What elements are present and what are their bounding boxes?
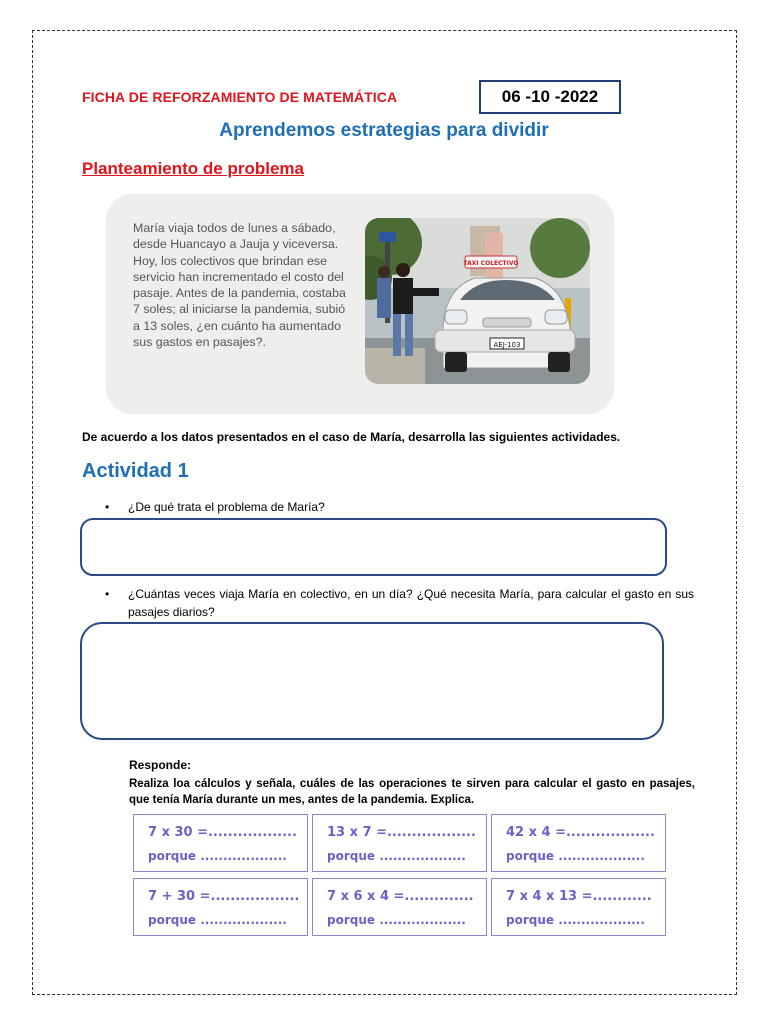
operation-reason: porque ................... xyxy=(327,849,466,863)
taxi-photo xyxy=(365,218,590,384)
main-title: Aprendemos estrategias para dividir xyxy=(219,120,549,141)
question-1 xyxy=(105,498,705,516)
operation-reason: porque ................... xyxy=(148,913,287,927)
operation-cell-4[interactable] xyxy=(133,878,308,936)
operation-cell-5[interactable] xyxy=(312,878,487,936)
plate-text: AEJ-103 xyxy=(493,341,521,349)
operation-cell-1[interactable] xyxy=(133,814,308,872)
answer-box-1[interactable] xyxy=(80,518,667,576)
operation-expression: 7 x 30 =.................. xyxy=(148,825,297,840)
operation-reason: porque ................... xyxy=(327,913,466,927)
operation-cell-6[interactable] xyxy=(491,878,666,936)
operation-cell-3[interactable] xyxy=(491,814,666,872)
operation-expression: 7 x 6 x 4 =.............. xyxy=(327,889,474,904)
problem-heading: Planteamiento de problema xyxy=(82,159,304,178)
operation-expression: 42 x 4 =.................. xyxy=(506,825,655,840)
operation-reason: porque ................... xyxy=(506,913,645,927)
taxi-illustration xyxy=(365,218,590,384)
operation-reason: porque ................... xyxy=(148,849,287,863)
date-box xyxy=(479,80,621,114)
instruction-text: De acuerdo a los datos presentados en el caso de María, desarrolla las siguientes actividades. xyxy=(82,430,621,444)
bullet-marker: • xyxy=(105,500,110,514)
question-2 xyxy=(105,585,697,625)
answer-box-2[interactable] xyxy=(80,622,664,740)
question-1-text: ¿De qué trata el problema de María? xyxy=(128,500,325,514)
date-text: 06 -10 -2022 xyxy=(501,87,599,106)
taxi-sign-text: TAXI COLECTIVO xyxy=(463,260,519,267)
operations-grid xyxy=(133,814,666,938)
operation-expression: 7 + 30 =.................. xyxy=(148,889,300,904)
sheet-title: FICHA DE REFORZAMIENTO DE MATEMÁTICA xyxy=(82,89,398,105)
question-2-text: ¿Cuántas veces viaja María en colectivo, en un día? ¿Qué necesita María, para calcular el gasto en sus pasajes diarios? xyxy=(128,587,694,619)
operation-expression: 7 x 4 x 13 =............ xyxy=(506,889,652,904)
respond-instructions: Realiza loa cálculos y señala, cuáles de las operaciones te sirven para calcular el gasto en pasajes, que tenía María durante un mes, antes de la pandemia. Explica. xyxy=(129,778,695,806)
bullet-marker: • xyxy=(105,587,110,601)
operation-reason: porque ................... xyxy=(506,849,645,863)
operation-cell-2[interactable] xyxy=(312,814,487,872)
story-text: María viaja todos de lunes a sábado, desde Huancayo a Jauja y viceversa. Hoy, los colectivos que brindan ese servicio han incrementado el costo del pasaje. Antes de la pandemia, costaba 7 soles; al iniciarse la pandemia, subió a 13 soles, ¿en cuánto ha aumentado sus gastos en pasajes?. xyxy=(133,221,346,350)
operation-expression: 13 x 7 =.................. xyxy=(327,825,476,840)
activity-1-heading: Actividad 1 xyxy=(82,460,189,482)
respond-label: Responde: xyxy=(129,758,192,772)
